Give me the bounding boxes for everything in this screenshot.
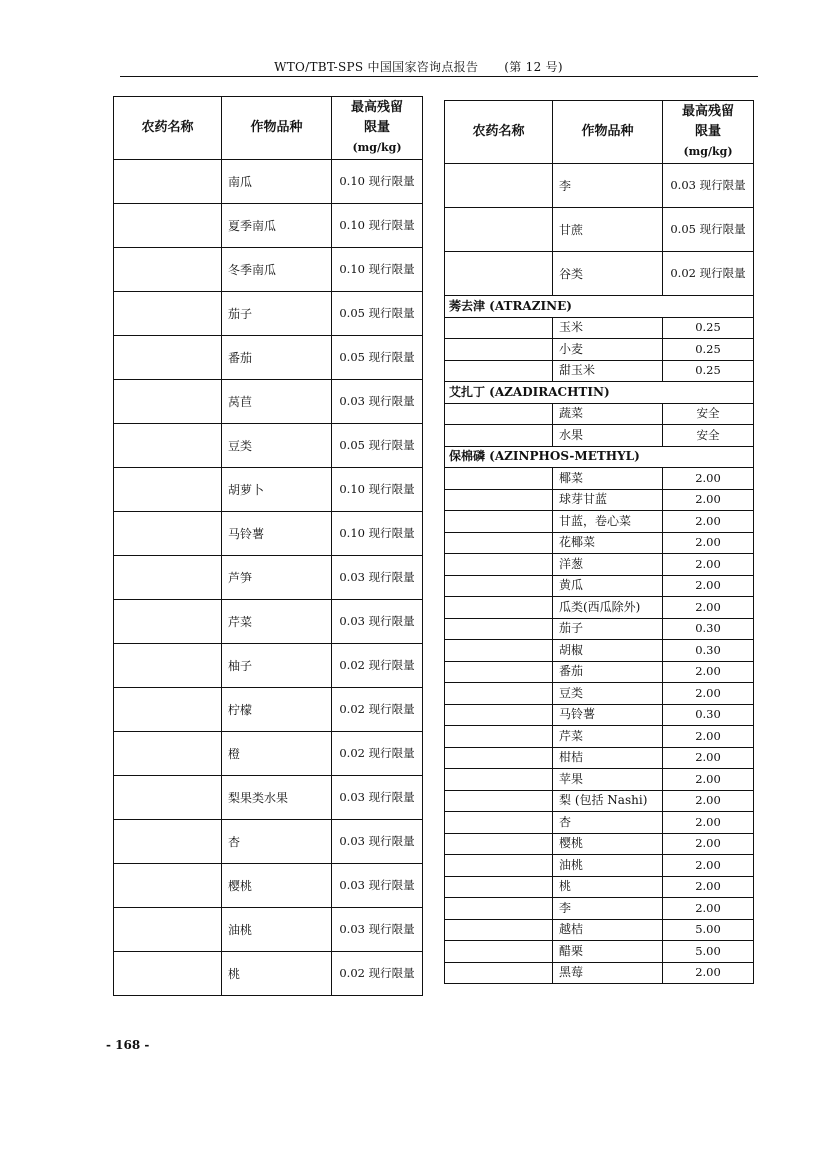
crop-cell: 胡椒: [553, 640, 663, 662]
crop-cell: 番茄: [222, 336, 332, 380]
mrl-cell: 0.10 现行限量: [332, 204, 423, 248]
table-row: [114, 732, 423, 776]
table-row: [114, 468, 423, 512]
crop-cell: 豆类: [553, 683, 663, 705]
mrl-cell: 0.02 现行限量: [332, 732, 423, 776]
header-rule: [120, 76, 758, 77]
col-header-pesticide: 农药名称: [114, 97, 222, 160]
mrl-cell: 0.10 现行限量: [332, 160, 423, 204]
pesticide-cell: [445, 661, 553, 683]
crop-cell: 醋栗: [553, 941, 663, 963]
table-row: [445, 532, 754, 554]
pesticide-section-row: [445, 296, 754, 318]
mrl-cell: 2.00: [663, 876, 754, 898]
col-header-mrl-line2: 限量: [694, 124, 721, 139]
crop-cell: 小麦: [553, 339, 663, 361]
mrl-cell: 5.00: [663, 919, 754, 941]
pesticide-name: 保棉磷 (AZINPHOS-METHYL): [445, 446, 754, 468]
pesticide-cell: [445, 769, 553, 791]
crop-cell: 柑桔: [553, 747, 663, 769]
crop-cell: 梨果类水果: [222, 776, 332, 820]
crop-cell: 甘蓝，卷心菜: [553, 511, 663, 533]
mrl-cell: 2.00: [663, 554, 754, 576]
crop-cell: 芹菜: [222, 600, 332, 644]
table-row: [445, 403, 754, 425]
mrl-cell: 0.30: [663, 704, 754, 726]
table-row: [445, 726, 754, 748]
pesticide-cell: [445, 919, 553, 941]
crop-cell: 瓜类(西瓜除外): [553, 597, 663, 619]
mrl-cell: 0.03 现行限量: [332, 600, 423, 644]
col-header-mrl-line1: 最高残留: [681, 104, 734, 119]
crop-cell: 杏: [553, 812, 663, 834]
crop-cell: 花椰菜: [553, 532, 663, 554]
table-row: [114, 512, 423, 556]
table-row: [445, 683, 754, 705]
mrl-cell: 0.05 现行限量: [332, 336, 423, 380]
pesticide-cell: [114, 160, 222, 204]
crop-cell: 樱桃: [553, 833, 663, 855]
table-row: [114, 424, 423, 468]
table-row: [445, 339, 754, 361]
mrl-cell: 0.02 现行限量: [332, 688, 423, 732]
table-row: [114, 688, 423, 732]
mrl-cell: 2.00: [663, 597, 754, 619]
pesticide-cell: [445, 898, 553, 920]
table-row: [445, 597, 754, 619]
pesticide-cell: [445, 317, 553, 339]
pesticide-cell: [114, 204, 222, 248]
pesticide-cell: [445, 511, 553, 533]
table-row: [445, 489, 754, 511]
mrl-cell: 2.00: [663, 511, 754, 533]
mrl-cell: 2.00: [663, 468, 754, 490]
pesticide-cell: [445, 575, 553, 597]
mrl-cell: 2.00: [663, 747, 754, 769]
pesticide-cell: [114, 248, 222, 292]
mrl-cell: 0.03 现行限量: [332, 820, 423, 864]
table-row: [114, 952, 423, 996]
pesticide-cell: [445, 532, 553, 554]
mrl-cell: 0.03 现行限量: [332, 864, 423, 908]
crop-cell: 柚子: [222, 644, 332, 688]
pesticide-cell: [445, 640, 553, 662]
pesticide-cell: [114, 336, 222, 380]
pesticide-cell: [445, 360, 553, 382]
pesticide-cell: [114, 732, 222, 776]
mrl-cell: 0.30: [663, 640, 754, 662]
table-row: [114, 644, 423, 688]
mrl-cell: 0.25: [663, 317, 754, 339]
pesticide-cell: [114, 644, 222, 688]
mrl-cell: 2.00: [663, 575, 754, 597]
crop-cell: 黑莓: [553, 962, 663, 984]
table-row: [445, 769, 754, 791]
table-row: [114, 908, 423, 952]
table-row: [445, 919, 754, 941]
pesticide-cell: [114, 556, 222, 600]
pesticide-cell: [445, 339, 553, 361]
table-row: [445, 962, 754, 984]
pesticide-cell: [445, 876, 553, 898]
mrl-cell: 2.00: [663, 769, 754, 791]
table-row: [445, 511, 754, 533]
pesticide-cell: [445, 208, 553, 252]
table-row: [445, 876, 754, 898]
mrl-cell: 5.00: [663, 941, 754, 963]
header-title: WTO/TBT-SPS 中国国家咨询点报告: [274, 60, 479, 74]
table-row: [114, 776, 423, 820]
table-row: [445, 790, 754, 812]
pesticide-cell: [114, 776, 222, 820]
mrl-cell: 0.03 现行限量: [332, 776, 423, 820]
pesticide-name: 莠去津 (ATRAZINE): [445, 296, 754, 318]
crop-cell: 李: [553, 164, 663, 208]
crop-cell: 夏季南瓜: [222, 204, 332, 248]
crop-cell: 芦笋: [222, 556, 332, 600]
crop-cell: 球芽甘蓝: [553, 489, 663, 511]
pesticide-cell: [445, 962, 553, 984]
pesticide-cell: [445, 425, 553, 447]
pesticide-cell: [114, 424, 222, 468]
mrl-cell: 2.00: [663, 661, 754, 683]
crop-cell: 李: [553, 898, 663, 920]
pesticide-cell: [445, 790, 553, 812]
mrl-cell: 0.25: [663, 360, 754, 382]
crop-cell: 苹果: [553, 769, 663, 791]
page-header: [0, 58, 837, 75]
pesticide-cell: [114, 512, 222, 556]
pesticide-cell: [114, 820, 222, 864]
table-row: [114, 292, 423, 336]
table-row: [445, 661, 754, 683]
mrl-cell: 0.10 现行限量: [332, 468, 423, 512]
crop-cell: 豆类: [222, 424, 332, 468]
crop-cell: 越桔: [553, 919, 663, 941]
table-row: [445, 164, 754, 208]
col-header-pesticide: 农药名称: [445, 101, 553, 164]
mrl-cell: 安全: [663, 403, 754, 425]
pesticide-cell: [445, 747, 553, 769]
table-row: [445, 640, 754, 662]
mrl-cell: 2.00: [663, 855, 754, 877]
table-row: [445, 554, 754, 576]
crop-cell: 芹菜: [553, 726, 663, 748]
mrl-cell: 2.00: [663, 726, 754, 748]
pesticide-name: 艾扎丁 (AZADIRACHTIN): [445, 382, 754, 404]
table-row: [445, 575, 754, 597]
crop-cell: 甘蔗: [553, 208, 663, 252]
page-number: - 168 -: [106, 1038, 150, 1052]
mrl-cell: 0.02 现行限量: [332, 644, 423, 688]
col-header-mrl: [332, 97, 423, 160]
mrl-cell: 2.00: [663, 489, 754, 511]
table-row: [114, 248, 423, 292]
pesticide-cell: [445, 252, 553, 296]
crop-cell: 樱桃: [222, 864, 332, 908]
crop-cell: 梨 (包括 Nashi): [553, 790, 663, 812]
crop-cell: 油桃: [553, 855, 663, 877]
left-mrl-table: [113, 96, 423, 996]
mrl-cell: 0.10 现行限量: [332, 248, 423, 292]
table-row: [445, 812, 754, 834]
crop-cell: 甜玉米: [553, 360, 663, 382]
pesticide-cell: [445, 164, 553, 208]
table-row: [445, 425, 754, 447]
crop-cell: 水果: [553, 425, 663, 447]
pesticide-cell: [445, 468, 553, 490]
crop-cell: 茄子: [222, 292, 332, 336]
mrl-cell: 2.00: [663, 812, 754, 834]
mrl-cell: 0.05 现行限量: [663, 208, 754, 252]
table-row: [445, 468, 754, 490]
crop-cell: 谷类: [553, 252, 663, 296]
pesticide-section-row: [445, 382, 754, 404]
left-table-header: [114, 97, 423, 160]
table-row: [445, 747, 754, 769]
col-header-mrl: [663, 101, 754, 164]
pesticide-cell: [445, 683, 553, 705]
mrl-cell: 0.25: [663, 339, 754, 361]
table-row: [445, 252, 754, 296]
mrl-cell: 2.00: [663, 532, 754, 554]
mrl-cell: 0.02 现行限量: [663, 252, 754, 296]
table-row: [445, 855, 754, 877]
table-row: [114, 336, 423, 380]
mrl-cell: 0.03 现行限量: [663, 164, 754, 208]
pesticide-cell: [114, 688, 222, 732]
crop-cell: 桃: [553, 876, 663, 898]
pesticide-cell: [445, 554, 553, 576]
table-row: [445, 941, 754, 963]
pesticide-cell: [114, 468, 222, 512]
mrl-cell: 0.05 现行限量: [332, 424, 423, 468]
pesticide-cell: [445, 489, 553, 511]
table-row: [114, 160, 423, 204]
pesticide-cell: [445, 403, 553, 425]
crop-cell: 马铃薯: [553, 704, 663, 726]
table-row: [445, 898, 754, 920]
crop-cell: 茄子: [553, 618, 663, 640]
table-row: [445, 360, 754, 382]
pesticide-cell: [445, 704, 553, 726]
header-issue: (第 12 号): [504, 60, 563, 74]
mrl-cell: 0.03 现行限量: [332, 380, 423, 424]
pesticide-cell: [114, 952, 222, 996]
crop-cell: 胡萝卜: [222, 468, 332, 512]
crop-cell: 杏: [222, 820, 332, 864]
table-row: [445, 317, 754, 339]
crop-cell: 莴苣: [222, 380, 332, 424]
mrl-cell: 0.03 现行限量: [332, 556, 423, 600]
col-header-mrl-unit: (mg/kg): [683, 145, 733, 158]
mrl-cell: 安全: [663, 425, 754, 447]
col-header-crop: 作物品种: [222, 97, 332, 160]
mrl-cell: 0.02 现行限量: [332, 952, 423, 996]
right-mrl-table: [444, 100, 754, 984]
crop-cell: 椰菜: [553, 468, 663, 490]
table-row: [445, 704, 754, 726]
pesticide-cell: [114, 864, 222, 908]
mrl-cell: 0.05 现行限量: [332, 292, 423, 336]
pesticide-cell: [445, 597, 553, 619]
pesticide-cell: [114, 380, 222, 424]
col-header-mrl-unit: (mg/kg): [352, 141, 402, 154]
pesticide-cell: [445, 812, 553, 834]
pesticide-section-row: [445, 446, 754, 468]
crop-cell: 橙: [222, 732, 332, 776]
crop-cell: 柠檬: [222, 688, 332, 732]
mrl-cell: 0.30: [663, 618, 754, 640]
mrl-cell: 2.00: [663, 898, 754, 920]
col-header-mrl-line2: 限量: [363, 120, 390, 135]
pesticide-cell: [114, 600, 222, 644]
mrl-cell: 2.00: [663, 833, 754, 855]
crop-cell: 冬季南瓜: [222, 248, 332, 292]
right-table-header: [445, 101, 754, 164]
crop-cell: 油桃: [222, 908, 332, 952]
crop-cell: 南瓜: [222, 160, 332, 204]
pesticide-cell: [114, 292, 222, 336]
crop-cell: 洋葱: [553, 554, 663, 576]
pesticide-cell: [445, 855, 553, 877]
mrl-cell: 2.00: [663, 790, 754, 812]
pesticide-cell: [445, 941, 553, 963]
crop-cell: 马铃薯: [222, 512, 332, 556]
crop-cell: 蔬菜: [553, 403, 663, 425]
table-row: [114, 556, 423, 600]
col-header-crop: 作物品种: [553, 101, 663, 164]
mrl-cell: 2.00: [663, 962, 754, 984]
mrl-cell: 2.00: [663, 683, 754, 705]
table-row: [445, 618, 754, 640]
col-header-mrl-line1: 最高残留: [350, 100, 403, 115]
crop-cell: 桃: [222, 952, 332, 996]
pesticide-cell: [114, 908, 222, 952]
pesticide-cell: [445, 618, 553, 640]
pesticide-cell: [445, 833, 553, 855]
crop-cell: 黄瓜: [553, 575, 663, 597]
table-row: [114, 820, 423, 864]
crop-cell: 番茄: [553, 661, 663, 683]
table-row: [445, 208, 754, 252]
table-row: [114, 204, 423, 248]
table-row: [445, 833, 754, 855]
mrl-cell: 0.10 现行限量: [332, 512, 423, 556]
table-row: [114, 864, 423, 908]
crop-cell: 玉米: [553, 317, 663, 339]
mrl-cell: 0.03 现行限量: [332, 908, 423, 952]
table-row: [114, 600, 423, 644]
table-row: [114, 380, 423, 424]
pesticide-cell: [445, 726, 553, 748]
